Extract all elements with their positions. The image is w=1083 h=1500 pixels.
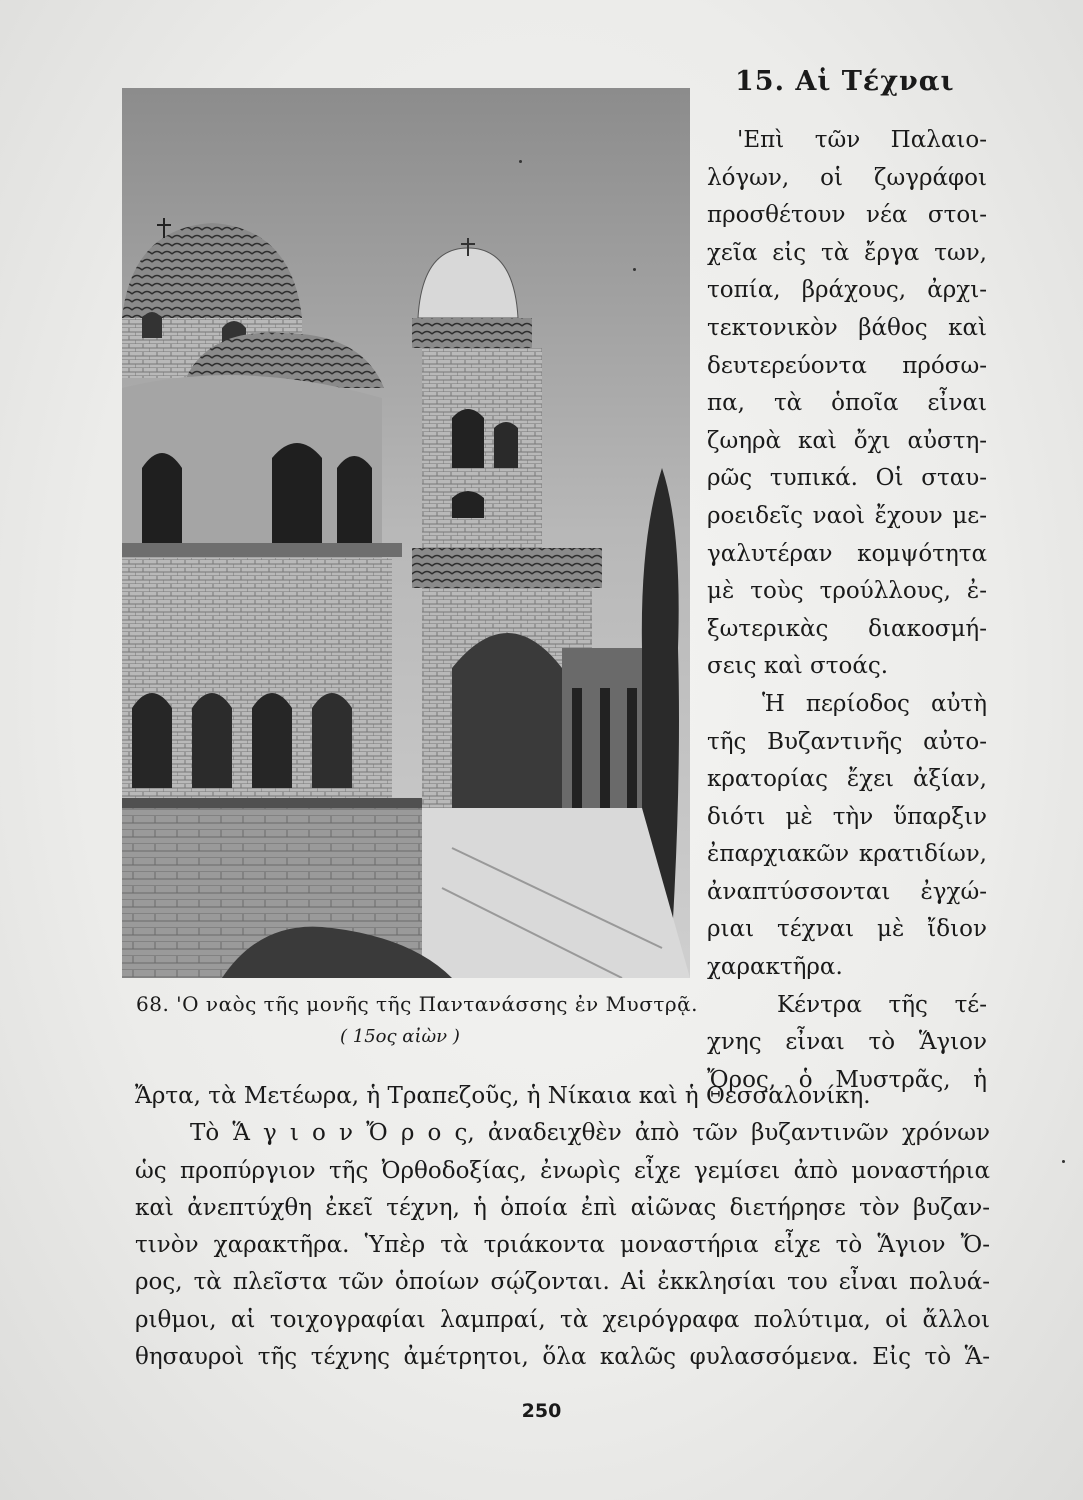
text-line: λόγων, οἱ ζωγράφοι [707, 164, 987, 191]
text-line: ρος, τὰ πλεῖστα τῶν ὁποίων σῴζονται. Αἱ ἐκκλησίαι του εἶναι πολυά- [135, 1269, 990, 1296]
text-line: ζωηρὰ καὶ ὄχι αὐστη- [707, 427, 987, 454]
text-line: ὡς προπύργιον τῆς Ὀρθοδοξίας, ἐνωρὶς εἶχε γεμίσει ἀπὸ μοναστήρια [135, 1157, 990, 1184]
text-line: ἐπαρχιακῶν κρατιδίων, [707, 841, 987, 868]
text-line: ριαι τέχναι μὲ ἴδιον [707, 916, 987, 943]
page-number: 250 [521, 1400, 562, 1422]
print-speck [1062, 1160, 1065, 1163]
text-line: Τὸ Ἅ γ ι ο ν Ὄ ρ ο ς, ἀναδειχθὲν ἀπὸ τῶν βυζαντινῶν χρόνων [190, 1120, 990, 1147]
text-line: Ἄρτα, τὰ Μετέωρα, ἡ Τραπεζοῦς, ἡ Νίκαια καὶ ἡ Θεσσαλονίκη. [135, 1083, 871, 1109]
section-heading: 15. Αἱ Τέχναι [735, 66, 955, 97]
text-line: ρῶς τυπικά. Οἱ σταυ- [707, 465, 987, 492]
text-line: τῆς Βυζαντινῆς αὐτο- [707, 728, 987, 755]
text-line: ξωτερικὰς διακοσμή- [707, 615, 987, 642]
text-line: μὲ τοὺς τρούλλους, ἐ- [707, 578, 987, 605]
text-line: καὶ ἀνεπτύχθη ἐκεῖ τέχνη, ἡ ὁποία ἐπὶ αἰῶνας διετήρησε τὸν βυζαν- [135, 1194, 990, 1221]
text-line: σεις καὶ στοάς. [707, 653, 889, 680]
text-line: ροειδεῖς ναοὶ ἔχουν με- [707, 502, 987, 529]
text-line: διότι μὲ τὴν ὕπαρξιν [707, 803, 987, 830]
text-line: 'Επὶ τῶν Παλαιο- [737, 127, 987, 153]
text-line: χεῖα εἰς τὰ ἔργα των, [707, 239, 987, 266]
text-line: τεκτονικὸν βάθος καὶ [707, 314, 987, 341]
text-line: κρατορίας ἔχει ἀξίαν, [707, 766, 987, 793]
text-line: θησαυροὶ τῆς τέχνης ἀμέτρητοι, ὅλα καλῶς φυλασσόμενα. Εἰς τὸ Ἅ- [135, 1344, 990, 1371]
text-line: τοπία, βράχους, ἀρχι- [707, 277, 987, 304]
text-line: δευτερεύοντα πρόσω- [707, 352, 987, 379]
text-line: Κέντρα τῆς τέ- [777, 991, 987, 1018]
text-line: ριθμοι, αἱ τοιχογραφίαι λαμπραί, τὰ χειρόγραφα πολύτιμα, οἱ ἄλλοι [135, 1306, 990, 1333]
church-photograph [122, 88, 690, 978]
text-line: Ὄρος, ὁ Μυστρᾶς, ἡ [707, 1066, 987, 1093]
print-speck [633, 268, 636, 271]
main-text [135, 1078, 990, 1376]
side-column-text [707, 122, 987, 1099]
figure-caption: 68. 'Ο ναὸς τῆς μονῆς τῆς Παντανάσσης ἐν Μυστρᾷ. [136, 992, 699, 1016]
text-line: γαλυτέραν κομψότητα [707, 540, 987, 567]
text-line: χνης εἶναι τὸ Ἅγιον [707, 1029, 987, 1056]
figure-date: ( 15ος αἰὼν ) [340, 1026, 460, 1047]
text-line: ἀναπτύσσονται ἐγχώ- [707, 878, 987, 905]
print-speck [519, 160, 522, 163]
text-line: προσθέτουν νέα στοι- [707, 202, 987, 229]
text-line: χαρακτῆρα. [707, 954, 843, 981]
text-line: πα, τὰ ὁποῖα εἶναι [707, 390, 987, 417]
text-line: τινὸν χαρακτῆρα. Ὑπὲρ τὰ τριάκοντα μοναστήρια εἶχε τὸ Ἅγιον Ὄ- [135, 1232, 990, 1259]
text-line: Ἡ περίοδος αὐτὴ [762, 690, 987, 717]
